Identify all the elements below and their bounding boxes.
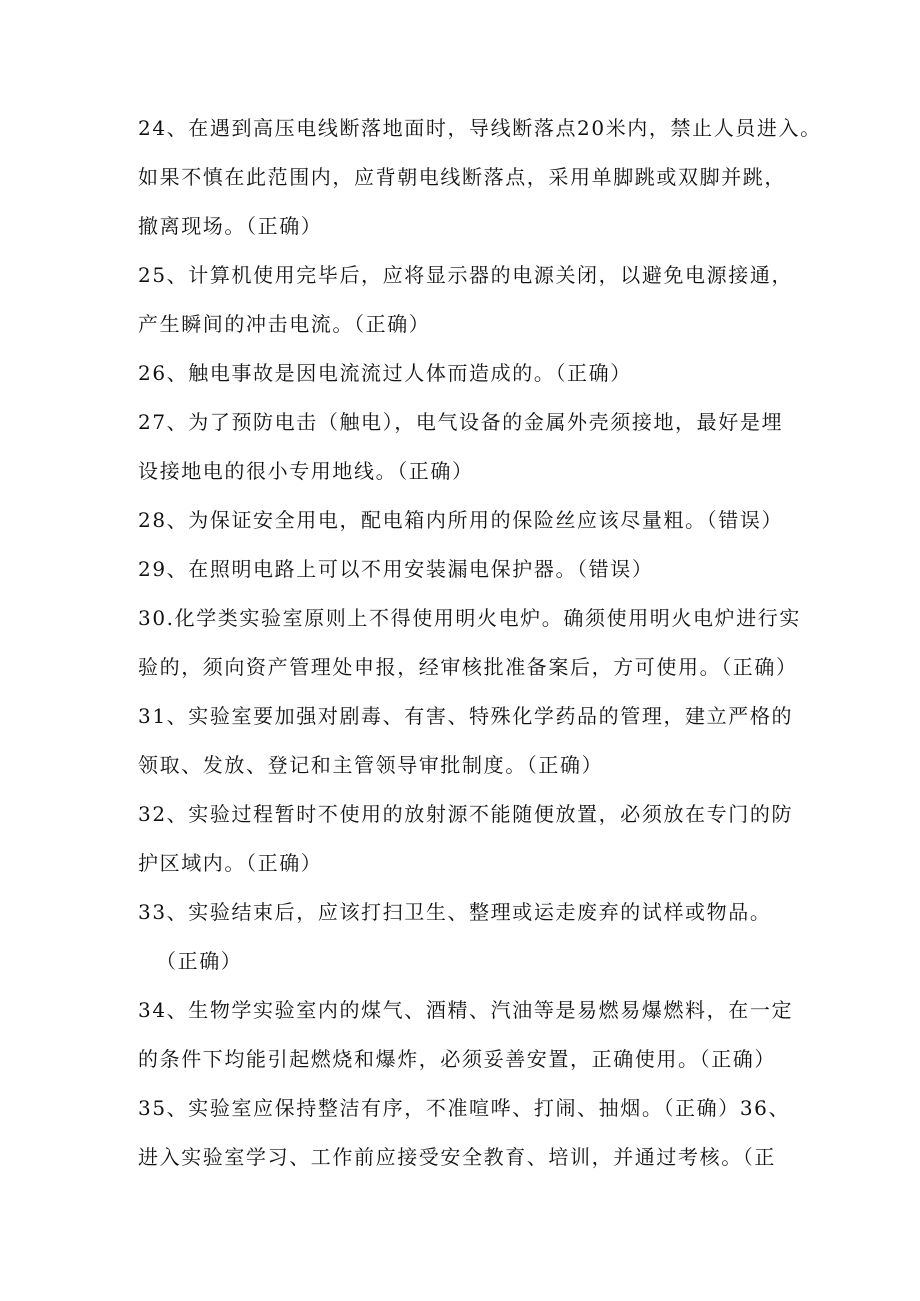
text-line: 撤离现场。（正确） xyxy=(138,214,323,238)
text-line: 24、在遇到高压电线断落地面时，导线断落点20米内，禁止人员进入。 xyxy=(138,116,822,140)
text-line: 验的，须向资产管理处申报，经审核批准备案后，方可使用。（正确） xyxy=(138,655,798,679)
text-line: 设接地电的很小专用地线。（正确） xyxy=(138,459,474,483)
text-line: 34、生物学实验室内的煤气、酒精、汽油等是易燃易爆燃料，在一定 xyxy=(138,998,794,1022)
text-line: （正确） xyxy=(156,949,243,973)
text-line: 29、在照明电路上可以不用安装漏电保护器。（错误） xyxy=(138,557,654,581)
text-line: 35、实验室应保持整洁有序，不准喧哗、打闹、抽烟。（正确）36、 xyxy=(138,1096,791,1120)
text-line: 如果不慎在此范围内，应背朝电线断落点，采用单脚跳或双脚并跳， xyxy=(138,165,786,189)
text-line: 产生瞬间的冲击电流。（正确） xyxy=(138,312,431,336)
text-line: 的条件下均能引起燃烧和爆炸，必须妥善安置，正确使用。（正确） xyxy=(138,1047,776,1071)
text-line: 护区域内。（正确） xyxy=(138,851,323,875)
text-line: 进入实验室学习、工作前应接受安全教育、培训，并通过考核。（正 xyxy=(138,1145,776,1169)
text-line: 33、实验结束后，应该打扫卫生、整理或运走废弃的试样或物品。 xyxy=(138,900,772,924)
text-line: 领取、发放、登记和主管领导审批制度。（正确） xyxy=(138,753,604,777)
document-body xyxy=(138,104,822,1182)
text-line: 32、实验过程暂时不使用的放射源不能随便放置，必须放在专门的防 xyxy=(138,802,794,826)
text-line: 27、为了预防电击（触电），电气设备的金属外壳须接地，最好是埋 xyxy=(138,410,784,434)
text-line: 31、实验室要加强对剧毒、有害、特殊化学药品的管理，建立严格的 xyxy=(138,704,794,728)
text-line: 28、为保证安全用电，配电箱内所用的保险丝应该尽量粗。（错误） xyxy=(138,508,784,532)
text-line: 25、计算机使用完毕后，应将显示器的电源关闭，以避免电源接通， xyxy=(138,263,794,287)
text-line: 30.化学类实验室原则上不得使用明火电炉。确须使用明火电炉进行实 xyxy=(138,606,802,630)
text-line: 26、触电事故是因电流流过人体而造成的。（正确） xyxy=(138,361,632,385)
